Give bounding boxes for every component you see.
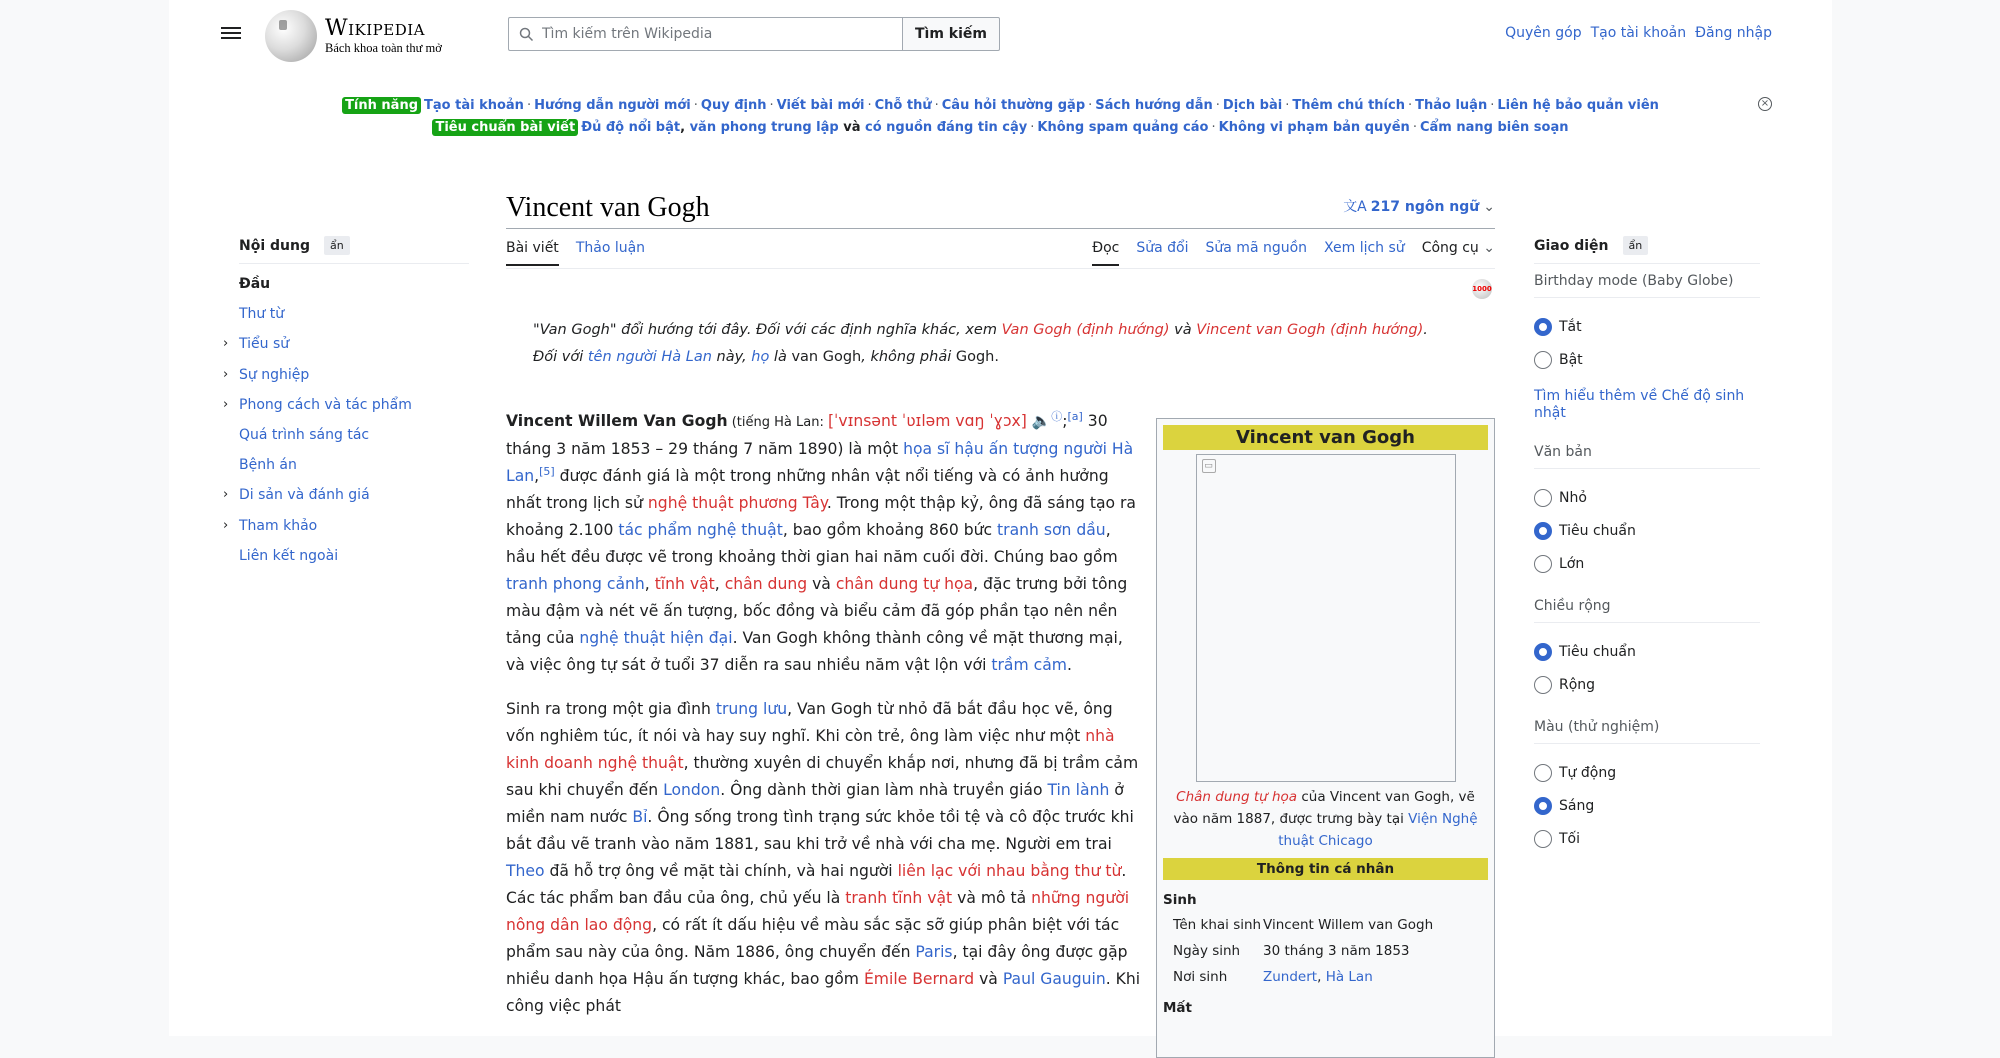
caption-link[interactable]: Viện Nghệ thuật Chicago xyxy=(1278,811,1478,849)
ipa-link[interactable]: [ˈvɪnsənt ˈʋɪləm vɑŋ ˈɣɔx] xyxy=(827,412,1027,430)
page-title: Vincent van Gogh xyxy=(506,192,710,223)
radio-unchecked-icon xyxy=(1534,830,1552,848)
separator: · xyxy=(1215,98,1220,113)
inline-link[interactable]: trầm cảm xyxy=(991,656,1067,674)
user-links xyxy=(1505,25,1772,41)
toc-link[interactable]: Quá trình sáng tác xyxy=(239,426,370,443)
toc-item[interactable] xyxy=(223,516,469,546)
infobox-title: Vincent van Gogh xyxy=(1163,425,1488,450)
image-caption xyxy=(1163,786,1488,852)
appearance-panel xyxy=(1534,236,1760,855)
text-size-section xyxy=(1534,444,1760,580)
inline-link[interactable]: họa sĩ hậu ấn tượng người Hà Lan xyxy=(506,440,1134,485)
create-account-link[interactable]: Tạo tài khoản xyxy=(1590,25,1687,41)
infobox-row xyxy=(1163,966,1488,988)
site-notice xyxy=(169,95,1832,139)
appearance-header xyxy=(1534,236,1760,264)
toc-header xyxy=(239,236,469,264)
separator: · xyxy=(1285,98,1290,113)
inline-link[interactable]: nhà kinh doanh nghệ thuật xyxy=(506,727,1115,772)
tab-history[interactable]: Xem lịch sử xyxy=(1324,240,1405,256)
radio-label: Tắt xyxy=(1559,318,1582,335)
notice-link[interactable]: Câu hỏi thường gặp xyxy=(941,98,1086,113)
notice-line-1 xyxy=(169,95,1832,117)
donate-link[interactable]: Quyên góp xyxy=(1505,25,1582,41)
toc-item[interactable] xyxy=(239,425,469,455)
country-link[interactable]: Hà Lan xyxy=(1325,969,1373,985)
separator: · xyxy=(1407,98,1413,113)
toc-link[interactable]: Tham khảo xyxy=(239,517,318,534)
radio-checked-icon xyxy=(1534,797,1552,815)
hamburger-line xyxy=(221,32,241,34)
radio-text-standard[interactable] xyxy=(1534,514,1760,547)
width-options xyxy=(1534,635,1760,701)
text: . Ông sống trong tình trạng sức khỏe tồi tệ và cô độc trước khi bắt đầu vẽ tranh vào năm 1881, sau khi trở về nhà với cha mẹ. Người em trai xyxy=(506,808,1134,853)
text: 30 tháng 3 năm 1853 – 29 tháng 7 năm 1890) là một xyxy=(506,412,1108,458)
tab-read[interactable]: Đọc xyxy=(1092,240,1119,266)
wordmark xyxy=(325,17,442,55)
tools-label: Công cụ xyxy=(1421,240,1479,256)
row-value: 30 tháng 3 năm 1853 xyxy=(1263,943,1410,959)
text: và xyxy=(807,575,836,593)
radio-label: Tối xyxy=(1559,830,1581,847)
radio-unchecked-icon xyxy=(1534,555,1552,573)
text: , bao gồm khoảng 860 bức xyxy=(782,521,998,539)
radio-unchecked-icon xyxy=(1534,676,1552,694)
toc-link[interactable]: Thư từ xyxy=(239,306,285,323)
radio-label: Nhỏ xyxy=(1559,489,1587,506)
text: , Van Gogh từ nhỏ đã bắt đầu học vẽ, ông vốn nghiêm túc, ít nói và hay suy nghĩ. Khi còn trẻ, ông làm việc như một xyxy=(506,700,1113,745)
view-tabs xyxy=(1092,240,1495,266)
birthday-mode-options xyxy=(1534,310,1760,376)
logo-title: Wikipedia xyxy=(325,16,425,41)
inline-link[interactable]: Paul Gauguin xyxy=(1002,970,1106,988)
hamburger-icon xyxy=(221,27,241,29)
wikipedia-logo[interactable] xyxy=(265,10,442,62)
notice-link[interactable]: Chỗ thử xyxy=(874,98,932,113)
text: , có rất ít dấu hiệu về màu sắc sặc sỡ giúp phân biệt với tác phẩm sau này của ông. Năm 1886, ông chuyển đến xyxy=(506,916,1120,961)
birthday-learn-more-link[interactable]: Tìm hiểu thêm về Chế độ sinh nhật xyxy=(1534,388,1745,421)
toc-item[interactable] xyxy=(239,546,469,576)
radio-label: Tiêu chuẩn xyxy=(1559,643,1636,660)
row-value: Vincent Willem van Gogh xyxy=(1263,917,1434,933)
text: , hầu hết đều được vẽ trong khoảng thời gian hai năm cuối đời. Chúng bao gồm xyxy=(506,521,1118,566)
toc-item[interactable] xyxy=(239,455,469,485)
inline-link[interactable]: nghệ thuật hiện đại xyxy=(579,629,733,647)
born-label: Sinh xyxy=(1163,892,1197,908)
article-body xyxy=(506,408,1141,1037)
main-menu-button[interactable] xyxy=(221,24,241,42)
subject-name: Vincent Willem Van Gogh xyxy=(506,412,728,430)
radio-birthday-on[interactable] xyxy=(1534,343,1760,376)
notice-tag-features: Tính năng xyxy=(342,97,421,114)
died-label: Mất xyxy=(1163,1000,1192,1016)
search-form xyxy=(508,17,1000,51)
radio-checked-icon xyxy=(1534,318,1552,336)
footnote-a[interactable]: [a] xyxy=(1067,409,1083,423)
text: và xyxy=(1169,322,1197,338)
text: đã hỗ trợ ông về mặt tài chính, và hai người xyxy=(544,862,898,880)
color-section xyxy=(1534,719,1760,855)
inline-link[interactable]: chân dung xyxy=(724,575,808,593)
notice-link[interactable]: Không spam quảng cáo xyxy=(1037,120,1209,135)
row-key: Tên khai sinh xyxy=(1173,917,1262,933)
toc-hide-button[interactable]: ẩn xyxy=(324,236,350,255)
portrait-image[interactable] xyxy=(1196,454,1456,782)
reference-5[interactable]: [5] xyxy=(539,464,555,478)
notice-link[interactable]: Không vi phạm bản quyền xyxy=(1218,120,1410,135)
text: . Các tác phẩm ban đầu của ông, chủ yếu là xyxy=(506,862,1127,907)
toc-link[interactable]: Tiểu sử xyxy=(239,336,290,353)
text: (tiếng Hà Lan: xyxy=(727,415,828,430)
text: , đặc trưng bởi tông màu đậm và nét vẽ ấn tượng, bốc đồng và biểu cảm đã góp phần tạo nên nền tảng của xyxy=(506,575,1128,647)
text: của Vincent van Gogh, vẽ vào năm 1887, được trưng bày tại xyxy=(1173,789,1475,827)
tab-edit[interactable]: Sửa đổi xyxy=(1136,240,1189,256)
inline-link[interactable]: tĩnh vật xyxy=(654,575,715,593)
radio-text-large[interactable] xyxy=(1534,547,1760,580)
chevron-right-icon[interactable]: › xyxy=(223,517,229,533)
infobox-section-header: Thông tin cá nhân xyxy=(1163,858,1488,880)
notice-link[interactable]: Hướng dẫn người mới xyxy=(534,98,691,113)
toc-item[interactable] xyxy=(223,334,469,364)
globe-icon xyxy=(265,10,317,62)
radio-text-small[interactable] xyxy=(1534,481,1760,514)
hatnote xyxy=(533,317,1495,371)
width-label: Chiều rộng xyxy=(1534,598,1760,623)
toc-list xyxy=(223,274,469,576)
toc-link[interactable]: Đầu xyxy=(239,276,271,292)
separator: · xyxy=(1211,120,1216,135)
surname-link[interactable]: họ xyxy=(751,349,770,365)
toc-item[interactable] xyxy=(239,304,469,334)
inline-link[interactable]: tác phẩm nghệ thuật xyxy=(618,521,783,539)
appearance-title: Giao diện xyxy=(1534,237,1609,254)
radio-color-dark[interactable] xyxy=(1534,822,1760,855)
notice-tag-standards: Tiêu chuẩn bài viết xyxy=(432,119,578,136)
lead-paragraph-1: Vincent Willem Van Gogh (tiếng Hà Lan: [ˈvɪnsənt ˈʋɪləm vɑŋ ˈɣɔx] 🔈ⓘ;[a] 30 tháng 3 năm 1853 – 29 tháng 7 năm 1890) là một họa sĩ hậu ấn tượng người Hà Lan,[5] được đánh giá là một trong những nhân vật nổi tiếng và có ảnh hưởng nhất trong lịch sử nghệ thuật phương Tây. Trong một thập kỷ, ông đã sáng tạo ra khoảng 2.100 tác phẩm nghệ thuật, bao gồm khoảng 860 bức tranh sơn dầu, hầu hết đều được vẽ trong khoảng thời gian hai năm cuối đời. Chúng bao gồm tranh phong cảnh, tĩnh vật, chân dung và chân dung tự họa, đặc trưng bởi tông màu đậm và nét vẽ ấn tượng, bốc đồng và biểu cảm đã góp phần tạo nên nền tảng của nghệ thuật hiện đại. Van Gogh không thành công về mặt thương mại, và việc ông tự sát ở tuổi 37 diễn ra sau nhiều năm vật lộn với trầm cảm. xyxy=(506,409,1136,674)
search-button[interactable]: Tìm kiếm xyxy=(902,17,1000,51)
inline-link[interactable]: chân dung tự họa xyxy=(835,575,974,593)
lead-paragraph-2 xyxy=(506,696,1141,1020)
notice-link[interactable]: Viết bài mới xyxy=(776,98,865,113)
infobox-row xyxy=(1163,914,1488,936)
text: và xyxy=(974,970,1003,988)
disambig-link[interactable]: Van Gogh (định hướng) xyxy=(1001,322,1170,338)
inline-link[interactable]: nghệ thuật phương Tây xyxy=(647,494,827,512)
separator: · xyxy=(1088,98,1093,113)
text: và mô tả xyxy=(952,889,1032,907)
width-section xyxy=(1534,598,1760,701)
radio-checked-icon xyxy=(1534,522,1552,540)
hatnote-line-2 xyxy=(533,344,1495,371)
inline-link[interactable]: Émile Bernard xyxy=(863,970,975,988)
notice-link[interactable]: Liên hệ bảo quản viên xyxy=(1497,98,1659,113)
tools-dropdown[interactable] xyxy=(1422,240,1495,266)
broken-image-icon: ▭ xyxy=(1202,459,1216,473)
radio-label: Tự động xyxy=(1559,764,1617,781)
chevron-right-icon[interactable]: › xyxy=(223,336,229,352)
tab-edit-source[interactable]: Sửa mã nguồn xyxy=(1205,240,1308,256)
logo-tagline: Bách khoa toàn thư mở xyxy=(325,41,442,55)
notice-link[interactable]: Dịch bài xyxy=(1222,98,1283,113)
radio-unchecked-icon xyxy=(1534,351,1552,369)
hatnote-line-1 xyxy=(533,317,1495,344)
notice-link[interactable]: Tạo tài khoản xyxy=(424,98,524,113)
search-icon xyxy=(519,27,534,42)
text: ở miền nam nước xyxy=(506,781,1124,826)
birthday-mode-label: Birthday mode (Baby Globe) xyxy=(1534,264,1760,298)
chevron-down-icon: ⌄ xyxy=(1483,240,1495,256)
chevron-right-icon[interactable]: › xyxy=(223,396,229,412)
speaker-icon[interactable]: 🔈 xyxy=(1031,412,1052,430)
toc-title: Nội dung xyxy=(239,237,310,254)
inline-link[interactable]: London xyxy=(663,781,721,799)
comma: , xyxy=(680,120,690,135)
disambig-link[interactable]: Vincent van Gogh (định hướng) xyxy=(1196,322,1424,338)
radio-label: Sáng xyxy=(1559,797,1595,814)
text: . Trong một thập kỷ, ông đã sáng tạo ra khoảng 2.100 xyxy=(506,494,1136,539)
inline-link[interactable]: tranh sơn dầu xyxy=(997,521,1106,539)
inline-link[interactable]: Tin lành xyxy=(1047,781,1110,799)
language-count: 217 ngôn ngữ xyxy=(1370,199,1480,215)
text: . Van Gogh không thành công về mặt thương mại, và việc ông tự sát ở tuổi 37 diễn ra sau nhiều năm vật lộn với xyxy=(506,629,1123,674)
page-tabs xyxy=(506,236,1495,269)
radio-label: Bật xyxy=(1559,351,1583,368)
inline-link[interactable]: tranh tĩnh vật xyxy=(845,889,953,907)
chevron-down-icon: ⌄ xyxy=(1483,199,1495,215)
radio-unchecked-icon xyxy=(1534,489,1552,507)
notice-line-2 xyxy=(169,117,1832,139)
text: , tại đây ông được gặp nhiều danh họa Hậu ấn tượng khác, bao gồm xyxy=(506,943,1128,988)
text: van Gogh xyxy=(791,349,862,365)
close-notice-icon[interactable]: × xyxy=(1758,97,1772,111)
row-key: Ngày sinh xyxy=(1173,943,1241,959)
toc-link[interactable]: Di sản và đánh giá xyxy=(239,487,370,504)
text: Sinh ra trong một gia đình xyxy=(506,700,716,718)
dutch-name-link[interactable]: tên người Hà Lan xyxy=(587,349,712,365)
text: . Ông dành thời gian làm nhà truyền giáo xyxy=(720,781,1048,799)
hamburger-line xyxy=(221,37,241,39)
tab-talk[interactable]: Thảo luận xyxy=(575,240,646,256)
radio-unchecked-icon xyxy=(1534,764,1552,782)
login-link[interactable]: Đăng nhập xyxy=(1695,25,1772,41)
toc-link[interactable]: Bệnh án xyxy=(239,457,297,474)
notice-link[interactable]: Thảo luận xyxy=(1415,98,1488,113)
radio-color-auto[interactable] xyxy=(1534,756,1760,789)
text: là xyxy=(769,349,792,365)
separator: · xyxy=(934,98,939,113)
separator: · xyxy=(693,98,698,113)
appearance-hide-button[interactable]: ẩn xyxy=(1623,236,1649,255)
toc-link[interactable]: Phong cách và tác phẩm xyxy=(239,396,412,413)
inline-link[interactable]: tranh phong cảnh xyxy=(506,575,645,593)
inline-link[interactable]: Bỉ xyxy=(632,808,648,826)
notice-link[interactable]: Đủ độ nổi bật xyxy=(581,120,681,135)
text-size-label: Văn bản xyxy=(1534,444,1760,469)
separator: · xyxy=(867,98,872,113)
row-key: Nơi sinh xyxy=(1173,969,1228,985)
toc-link[interactable]: Liên kết ngoài xyxy=(239,547,339,564)
chevron-right-icon[interactable]: › xyxy=(223,487,229,503)
toc-item[interactable] xyxy=(223,485,469,515)
toc-item[interactable] xyxy=(223,365,469,395)
notice-link[interactable]: Cẩm nang biên soạn xyxy=(1419,120,1569,135)
color-options xyxy=(1534,756,1760,855)
radio-birthday-off[interactable] xyxy=(1534,310,1760,343)
radio-checked-icon xyxy=(1534,643,1552,661)
caption-link[interactable]: Chân dung tự họa xyxy=(1176,789,1298,805)
text: Đối với xyxy=(533,349,588,365)
text: được đánh giá là một trong những nhân vật nổi tiếng và có ảnh hưởng nhất trong lịch sử xyxy=(506,467,1109,512)
table-of-contents xyxy=(223,236,469,576)
vital-article-badge-icon[interactable]: 1000 xyxy=(1472,279,1492,299)
text: . Khi công việc phát xyxy=(506,970,1141,1015)
text: . xyxy=(994,349,999,365)
birthplace-link[interactable]: Zundert xyxy=(1263,969,1318,985)
infobox xyxy=(1156,418,1495,1058)
notice-link[interactable]: Quy định xyxy=(700,98,767,113)
separator: · xyxy=(1412,120,1417,135)
and-text: và xyxy=(843,120,861,135)
namespace-tabs xyxy=(506,240,645,266)
notice-link[interactable]: văn phong trung lập xyxy=(689,120,839,135)
separator: · xyxy=(1490,98,1495,113)
infobox-row xyxy=(1163,940,1488,962)
radio-label: Lớn xyxy=(1559,555,1585,572)
radio-label: Tiêu chuẩn xyxy=(1559,522,1636,539)
search-box xyxy=(508,17,902,51)
chevron-right-icon[interactable]: › xyxy=(223,366,229,382)
inline-link[interactable]: Paris xyxy=(915,943,953,961)
notice-link[interactable]: có nguồn đáng tin cậy xyxy=(865,120,1028,135)
inline-link[interactable]: những người nông dân lao động xyxy=(506,889,1130,934)
text-size-options xyxy=(1534,481,1760,580)
notice-link[interactable]: Thêm chú thích xyxy=(1292,98,1405,113)
search-input[interactable] xyxy=(542,26,882,42)
radio-label: Rộng xyxy=(1559,676,1596,693)
inline-link[interactable]: trung lưu xyxy=(715,700,788,718)
toc-item[interactable] xyxy=(223,395,469,425)
row-value: Zundert, Hà Lan xyxy=(1263,969,1373,985)
page xyxy=(169,0,1832,1036)
separator: · xyxy=(526,98,532,113)
text: , thường xuyên di chuyển khắp nơi, nhưng đã bị trầm cảm sau khi chuyển đến xyxy=(506,754,1139,799)
separator: · xyxy=(1030,120,1035,135)
radio-width-wide[interactable] xyxy=(1534,668,1760,701)
text: . xyxy=(1066,656,1072,674)
text: , không phải xyxy=(861,349,956,365)
notice-link[interactable]: Sách hướng dẫn xyxy=(1095,98,1213,113)
radio-color-light[interactable] xyxy=(1534,789,1760,822)
text: "Van Gogh" đổi hướng tới đây. Đối với các định nghĩa khác, xem xyxy=(533,322,1002,338)
toc-item[interactable] xyxy=(239,274,469,304)
info-icon[interactable]: ⓘ xyxy=(1051,409,1063,423)
text: Gogh xyxy=(955,349,995,365)
text: này, xyxy=(711,349,752,365)
inline-link[interactable]: liên lạc với nhau bằng thư từ xyxy=(897,862,1122,880)
inline-link[interactable]: Theo xyxy=(506,862,545,880)
title-row xyxy=(506,188,1495,229)
language-button[interactable] xyxy=(1343,196,1495,216)
text: . xyxy=(1423,322,1428,338)
translate-icon: 文A xyxy=(1343,199,1367,215)
color-label: Màu (thử nghiệm) xyxy=(1534,719,1760,744)
tab-article[interactable]: Bài viết xyxy=(506,240,559,266)
toc-link[interactable]: Sự nghiệp xyxy=(239,366,310,383)
radio-width-standard[interactable] xyxy=(1534,635,1760,668)
separator: · xyxy=(769,98,774,113)
